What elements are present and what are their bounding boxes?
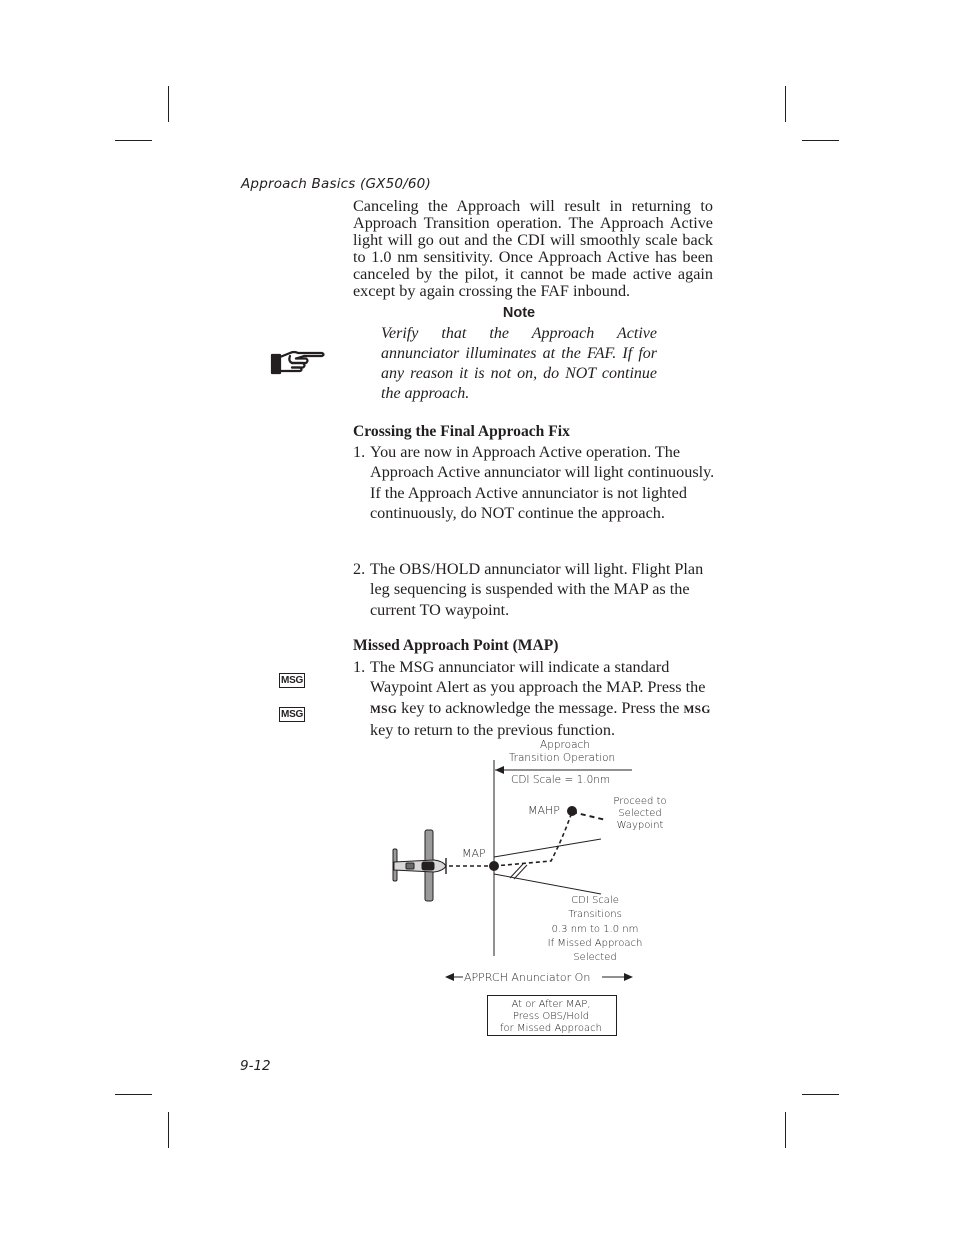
msg-key-icon: MSG	[279, 707, 305, 722]
label-cdi-5: Selected	[573, 952, 617, 963]
airplane-icon	[393, 830, 446, 901]
intro-paragraph: Canceling the Approach will result in returning to Approach Transition operation. The Approach Active light will go out and the CDI will smoothly scale back to 1.0 nm sensitivity. Once Approach Active has been canceled by the pilot, it cannot be made active again except by again crossing the FAF inbound.	[353, 197, 713, 301]
running-head: Approach Basics (GX50/60)	[241, 176, 431, 192]
msg-key-inline: MSG	[370, 703, 398, 716]
msg-item-text-a: The MSG annunciator will indicate a standard Waypoint Alert as you approach the MAP. Press the	[370, 658, 706, 697]
msg-key-inline: MSG	[683, 703, 711, 716]
crop-mark-top-right-h	[802, 140, 839, 141]
missed-approach-diagram	[380, 739, 667, 1040]
crop-mark-bottom-left-v	[168, 1112, 169, 1148]
box-line-3: for Missed Approach	[500, 1023, 602, 1034]
box-line-1: At or After MAP,	[511, 999, 591, 1010]
pointing-hand-icon	[270, 345, 326, 377]
label-cdi-2: Transitions	[568, 909, 622, 920]
crop-mark-bottom-right-v	[785, 1112, 786, 1148]
list-item-text	[353, 657, 715, 740]
crop-mark-bottom-left-h	[115, 1094, 152, 1095]
label-mahp: MAHP	[528, 804, 560, 817]
transition-arrow-head	[495, 766, 504, 774]
list-item-number: 1.	[353, 658, 366, 676]
msg-item-text-c: key to return to the previous function.	[370, 720, 616, 739]
label-transition-1: Approach	[540, 739, 590, 751]
note-body: Verify that the Approach Active annunciator illuminates at the FAF. If for any reason it is not on, do NOT continue the approach.	[381, 325, 657, 402]
label-proceed-3: Waypoint	[616, 820, 664, 831]
apprch-arrow-right-head	[624, 973, 633, 981]
list-item	[353, 442, 715, 523]
crop-mark-bottom-right-h	[802, 1094, 839, 1095]
cdi-funnel-upper	[494, 839, 601, 857]
list-item	[353, 657, 715, 740]
missed-approach-course	[494, 812, 572, 866]
crop-mark-top-right-v	[785, 86, 786, 122]
section-heading-faf: Crossing the Final Approach Fix	[353, 423, 570, 440]
crop-mark-top-left-v	[168, 86, 169, 122]
label-cdi-scale: CDI Scale = 1.0nm	[511, 774, 611, 786]
mahp-waypoint-marker	[567, 806, 577, 816]
label-apprch: APPRCH Anunciator On	[464, 971, 591, 984]
section-heading-map: Missed Approach Point (MAP)	[353, 637, 559, 654]
label-transition-2: Transition Operation	[508, 752, 616, 764]
label-cdi-4: If Missed Approach	[547, 938, 643, 949]
note-title: Note	[502, 305, 536, 321]
msg-item-text-b: key to acknowledge the message. Press the	[401, 698, 680, 717]
label-proceed-1: Proceed to	[613, 796, 667, 807]
crop-mark-top-left-h	[115, 140, 152, 141]
proceed-course-line	[572, 812, 606, 820]
map-waypoint-marker	[489, 861, 499, 871]
page-number: 9-12	[240, 1058, 271, 1074]
label-map: MAP	[462, 847, 486, 860]
list-item-number: 1.	[353, 443, 366, 461]
label-proceed-2: Selected	[618, 808, 662, 819]
msg-key-icon: MSG	[279, 673, 305, 688]
list-item-number: 2.	[353, 560, 366, 578]
box-line-2: Press OBS/Hold	[512, 1011, 590, 1022]
label-cdi-3: 0.3 nm to 1.0 nm	[551, 924, 639, 935]
list-item-text: The OBS/HOLD annunciator will light. Flight Plan leg sequencing is suspended with the MAP as the current TO waypoint.	[370, 560, 704, 619]
cdi-funnel-lower	[494, 874, 601, 894]
list-item	[353, 559, 715, 620]
list-item-text: You are now in Approach Active operation. The Approach Active annunciator will light continuously. If the Approach Active annunciator is not lighted continuously, do NOT continue the approach.	[370, 443, 715, 522]
label-cdi-1: CDI Scale	[571, 895, 619, 906]
